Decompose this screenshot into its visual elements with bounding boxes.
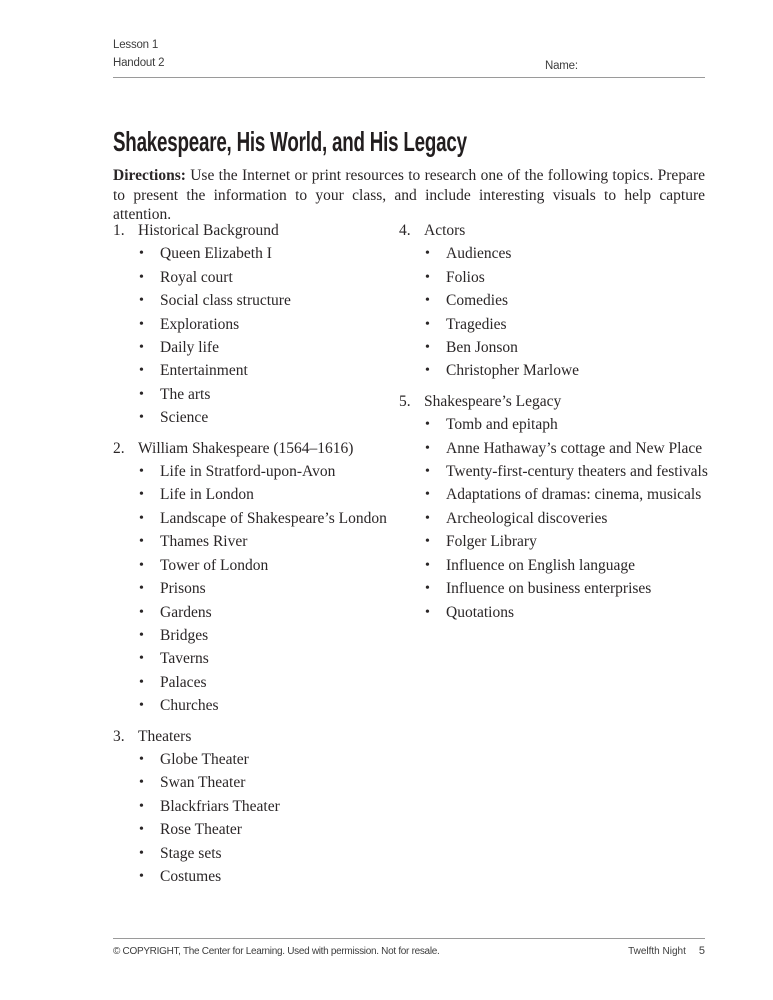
topic-number: 2.: [113, 439, 125, 457]
bullet-icon: •: [425, 440, 430, 456]
list-item: [113, 530, 399, 553]
topic-number: 1.: [113, 222, 125, 239]
page-title: Shakespeare, His World, and His Legacy: [113, 126, 467, 157]
topic-section: [399, 390, 713, 624]
bullet-icon: •: [139, 534, 144, 550]
list-item-text: Swan Theater: [160, 774, 246, 792]
list-item: [399, 554, 713, 577]
list-item: [113, 289, 399, 312]
list-item: [113, 647, 399, 670]
copyright-text: © COPYRIGHT, The Center for Learning. Used with permission. Not for resale.: [113, 946, 440, 957]
list-item: [113, 313, 399, 336]
list-item-text: Adaptations of dramas: cinema, musicals: [446, 486, 702, 504]
list-item: [113, 624, 399, 647]
list-item: [113, 601, 399, 624]
bullet-icon: •: [139, 627, 144, 643]
bullet-icon: •: [139, 674, 144, 690]
topic-number: 5.: [399, 392, 411, 410]
list-item: [399, 601, 713, 624]
list-item-text: Taverns: [160, 650, 209, 668]
bullet-icon: •: [139, 293, 144, 309]
list-item-text: Science: [160, 409, 209, 427]
page-footer: [113, 938, 705, 957]
bullet-icon: •: [139, 751, 144, 767]
bullet-icon: •: [425, 269, 430, 285]
bullet-icon: •: [425, 417, 430, 433]
list-item-text: Entertainment: [160, 362, 248, 380]
list-item: [113, 671, 399, 694]
list-item: [399, 266, 713, 289]
list-item-text: Archeological discoveries: [446, 509, 608, 527]
list-item: [113, 359, 399, 382]
list-item: [113, 336, 399, 359]
topic-number: 3.: [113, 727, 125, 745]
footer-right: [628, 945, 705, 957]
list-item: [113, 795, 399, 818]
list-item-text: Prisons: [160, 580, 206, 598]
list-item-text: Rose Theater: [160, 821, 242, 839]
topic-title: William Shakespeare (1564–1616): [138, 439, 354, 457]
list-item-text: Stage sets: [160, 844, 222, 862]
bullet-icon: •: [139, 487, 144, 503]
list-item: [113, 694, 399, 717]
list-item-text: Queen Elizabeth I: [160, 245, 272, 263]
list-item: [399, 577, 713, 600]
list-item-text: Palaces: [160, 673, 207, 691]
topic-head: [113, 725, 399, 748]
bullet-icon: •: [139, 340, 144, 356]
list-item: [113, 865, 399, 888]
list-item: [399, 413, 713, 436]
list-item-text: Tomb and epitaph: [446, 416, 558, 434]
bullet-icon: •: [425, 363, 430, 379]
list-item: [113, 554, 399, 577]
topic-title: Theaters: [138, 727, 192, 745]
list-item-text: Life in London: [160, 486, 254, 504]
list-item-text: Tragedies: [446, 315, 507, 333]
bullet-icon: •: [139, 581, 144, 597]
list-item: [113, 242, 399, 265]
list-item-text: Quotations: [446, 603, 515, 621]
directions-text: Use the Internet or print resources to research one of the following topics. Prepare to present the information to your class, and include interesting visuals to help capture attention.: [113, 167, 705, 223]
bullet-icon: •: [139, 464, 144, 480]
name-label: Name:: [545, 60, 578, 72]
topic-title: Shakespeare’s Legacy: [424, 392, 562, 410]
bullet-icon: •: [139, 822, 144, 838]
topics-column-left: [113, 219, 399, 888]
bullet-icon: •: [425, 464, 430, 480]
bullet-icon: •: [139, 386, 144, 402]
bullet-icon: •: [139, 775, 144, 791]
topics-columns: [113, 219, 713, 888]
list-item: [399, 460, 713, 483]
bullet-icon: •: [425, 487, 430, 503]
topic-title: Historical Background: [138, 222, 279, 239]
list-item-text: Landscape of Shakespeare’s London: [160, 509, 387, 527]
list-item-text: Explorations: [160, 315, 240, 333]
list-item-text: Thames River: [160, 533, 248, 551]
list-item: [113, 383, 399, 406]
bullet-icon: •: [139, 316, 144, 332]
topics-column-right: [399, 219, 713, 624]
list-item-text: Influence on English language: [446, 556, 635, 574]
bullet-icon: •: [139, 246, 144, 262]
topic-head: [399, 390, 713, 413]
list-item-text: Bridges: [160, 626, 209, 644]
list-item-text: Gardens: [160, 603, 212, 621]
bullet-icon: •: [425, 604, 430, 620]
list-item-text: Ben Jonson: [446, 339, 518, 357]
directions: [113, 166, 705, 225]
list-item: [113, 266, 399, 289]
list-item-text: Life in Stratford-upon-Avon: [160, 463, 336, 481]
list-item-text: Audiences: [446, 245, 512, 263]
handout-label: Handout 2: [113, 57, 165, 69]
topic-head: [113, 437, 399, 460]
bullet-icon: •: [425, 510, 430, 526]
list-item: [113, 842, 399, 865]
bullet-icon: •: [425, 293, 430, 309]
list-item-text: Social class structure: [160, 292, 291, 310]
topic-number: 4.: [399, 222, 411, 239]
bullet-icon: •: [139, 845, 144, 861]
list-item-text: Globe Theater: [160, 750, 249, 768]
list-item-text: Royal court: [160, 268, 233, 286]
topic-title: Actors: [424, 222, 466, 239]
list-item-text: Christopher Marlowe: [446, 362, 580, 380]
topic-section: [113, 219, 399, 430]
topic-section: [399, 219, 713, 383]
list-item-text: Churches: [160, 697, 219, 715]
topic-head: [113, 219, 399, 242]
list-item: [113, 460, 399, 483]
bullet-icon: •: [139, 698, 144, 714]
list-item-text: Costumes: [160, 867, 222, 885]
list-item-text: Anne Hathaway’s cottage and New Place: [446, 439, 703, 457]
list-item: [113, 771, 399, 794]
bullet-icon: •: [425, 246, 430, 262]
bullet-icon: •: [425, 557, 430, 573]
list-item-text: Folios: [446, 268, 485, 286]
list-item-text: The arts: [160, 385, 211, 403]
bullet-icon: •: [139, 798, 144, 814]
list-item: [399, 483, 713, 506]
bullet-icon: •: [139, 651, 144, 667]
list-item: [399, 530, 713, 553]
list-item: [399, 437, 713, 460]
list-item: [113, 507, 399, 530]
list-item-text: Twenty-first-century theaters and festivals: [446, 463, 708, 481]
list-item-text: Blackfriars Theater: [160, 797, 280, 815]
list-item-text: Influence on business enterprises: [446, 580, 652, 598]
list-item: [113, 748, 399, 771]
bullet-icon: •: [139, 604, 144, 620]
page-number: 5: [698, 945, 705, 957]
bullet-icon: •: [139, 363, 144, 379]
lesson-label: Lesson 1: [113, 39, 159, 51]
topic-head: [399, 219, 713, 242]
list-item-text: Folger Library: [446, 533, 537, 551]
list-item: [113, 577, 399, 600]
list-item-text: Daily life: [160, 339, 219, 357]
bullet-icon: •: [139, 557, 144, 573]
list-item: [399, 313, 713, 336]
list-item: [113, 818, 399, 841]
list-item-text: Tower of London: [160, 556, 269, 574]
bullet-icon: •: [139, 868, 144, 884]
directions-label: Directions:: [113, 167, 186, 184]
bullet-icon: •: [425, 316, 430, 332]
list-item: [399, 359, 713, 382]
page-header: [113, 36, 705, 78]
topic-section: [113, 437, 399, 718]
bullet-icon: •: [425, 581, 430, 597]
list-item: [399, 507, 713, 530]
list-item: [399, 242, 713, 265]
list-item: [113, 406, 399, 429]
bullet-icon: •: [139, 410, 144, 426]
list-item-text: Comedies: [446, 292, 508, 310]
book-title: Twelfth Night: [628, 946, 686, 957]
bullet-icon: •: [425, 340, 430, 356]
bullet-icon: •: [139, 510, 144, 526]
list-item: [399, 336, 713, 359]
bullet-icon: •: [139, 269, 144, 285]
topic-section: [113, 725, 399, 889]
list-item: [399, 289, 713, 312]
list-item: [113, 483, 399, 506]
bullet-icon: •: [425, 534, 430, 550]
